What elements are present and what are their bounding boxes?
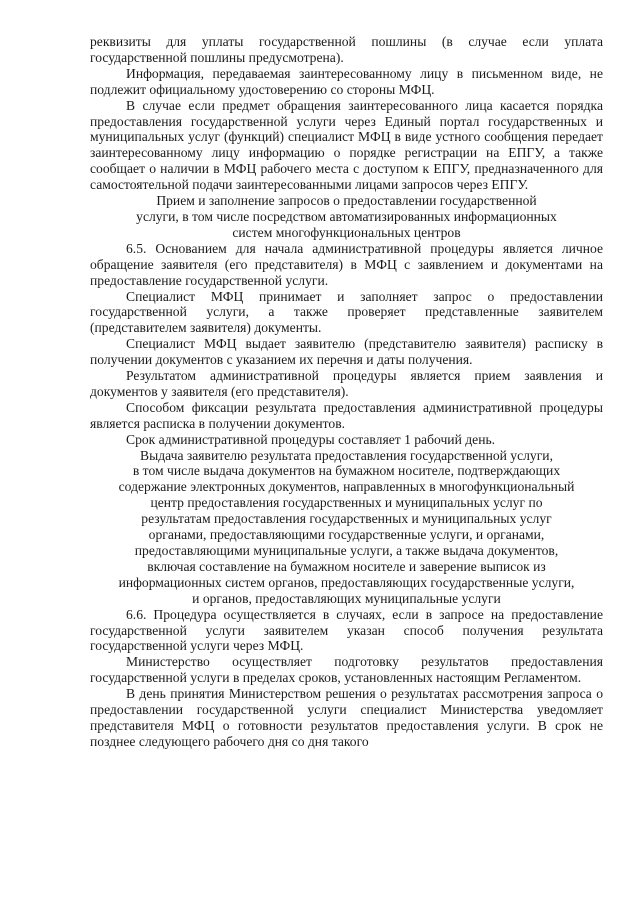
paragraph-fixation-method: Способом фиксации результата предоставления административной процедуры является расписка в получении документов. xyxy=(90,399,603,431)
paragraph-payment-details: реквизиты для уплаты государственной пошлины (в случае если уплата государственной пошлины предусмотрена). xyxy=(90,34,603,65)
heading-line: услуги, в том числе посредством автоматизированных информационных xyxy=(136,208,557,224)
paragraph-6-6-procedure: 6.6. Процедура осуществляется в случаях, если в запросе на предоставление государственной услуги заявителем указан способ получения результата государственной услуги через МФЦ. xyxy=(90,606,603,654)
heading-line: информационных систем органов, предоставляющих государственные услуги, xyxy=(118,574,575,590)
heading-line: центр предоставления государственных и муниципальных услуг по xyxy=(150,495,543,511)
paragraph-procedure-result: Результатом административной процедуры является прием заявления и документов у заявителя (его представителя). xyxy=(90,368,603,399)
document-body xyxy=(90,34,603,750)
heading-line: Прием и заполнение запросов о предоставлении государственной xyxy=(156,193,537,209)
paragraph-ministry-notifies: В день принятия Министерством решения о результатах рассмотрения запроса о предоставлении государственной услуги специалист Министерства уведомляет представителя МФЦ о готовности результатов предоставления услуги. В срок не позднее следующего рабочего дня со дня такого xyxy=(90,686,603,749)
heading-line: предоставляющими муниципальные услуги, а также выдача документов, xyxy=(134,543,559,558)
paragraph-mfc-specialist-accepts: Специалист МФЦ принимает и заполняет запрос о предоставлении государственной услуги, а также проверяет представленные заявителем (представителем заявителя) документы. xyxy=(90,288,603,336)
paragraph-procedure-term: Срок административной процедуры составляет 1 рабочий день. xyxy=(126,431,496,447)
section-heading-request-intake xyxy=(90,193,603,241)
heading-line: органами, предоставляющими государственные услуги, и органами, xyxy=(148,527,545,543)
paragraph-mfc-specialist-receipt: Специалист МФЦ выдает заявителю (представителю заявителя) расписку в получении документов с указанием их перечня и даты получения. xyxy=(90,336,603,368)
heading-line: и органов, предоставляющих муниципальные услуги xyxy=(192,590,501,606)
section-heading-result-issuance xyxy=(90,448,603,607)
paragraph-ministry-prepares: Министерство осуществляет подготовку результатов предоставления государственной услуги в пределах сроков, установленных настоящим Регламентом. xyxy=(90,654,603,686)
paragraph-written-info: Информация, передаваемая заинтересованному лицу в письменном виде, не подлежит официальному удостоверению со стороны МФЦ. xyxy=(90,65,603,97)
heading-line: в том числе выдача документов на бумажном носителе, подтверждающих xyxy=(132,463,561,479)
heading-line: результатам предоставления государственных и муниципальных услуг xyxy=(141,511,552,527)
heading-line: содержание электронных документов, направленных в многофункциональный xyxy=(118,479,575,495)
heading-line: включая составление на бумажном носителе и заверение выписок из xyxy=(147,558,546,574)
paragraph-6-5-basis: 6.5. Основанием для начала административной процедуры является личное обращение заявителя (его представителя) в МФЦ с заявлением и документами на предоставление государственной услуги. xyxy=(90,240,603,288)
heading-line: систем многофункциональных центров xyxy=(232,224,461,240)
paragraph-epgu-info: В случае если предмет обращения заинтересованного лица касается порядка предоставления государственной услуги через Единый портал государственных и муниципальных услуг (функций) специалист МФЦ в виде устного сообщения передает заинтересованному лицу информацию о порядке регистрации на ЕПГУ, а также сообщает о наличии в МФЦ рабочего места с доступом к ЕПГУ, предназначенного для самостоятельной подачи заинтересованными лицами запросов через ЕПГУ. xyxy=(90,97,603,193)
heading-line: Выдача заявителю результата предоставления государственной услуги, xyxy=(140,447,553,463)
